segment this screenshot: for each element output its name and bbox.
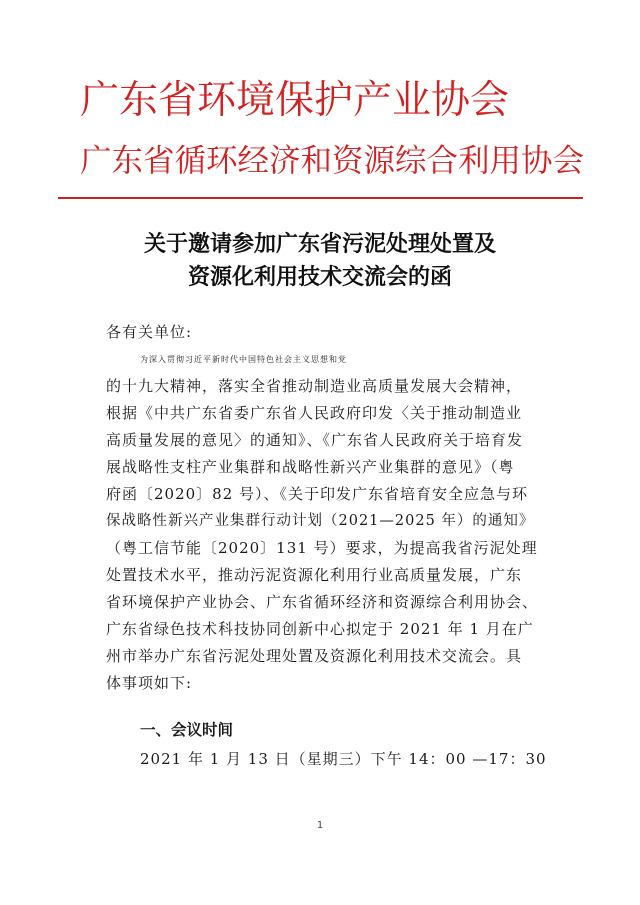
body-line: 为深入贯彻习近平新时代中国特色社会主义思想和党 <box>140 355 347 364</box>
section-heading-meeting-time: 一、会议时间 <box>140 721 234 739</box>
body-line: 根据《中共广东省委广东省人民政府印发〈关于推动制造业 <box>106 404 523 422</box>
body-line: 省环境保护产业协会、广东省循环经济和资源综合利用协会、 <box>106 593 539 611</box>
body-line: 州市举办广东省污泥处理处置及资源化利用技术交流会。具 <box>106 647 523 665</box>
page-number: 1 <box>316 820 324 831</box>
letterhead-divider <box>58 197 583 199</box>
document-title-line-2: 资源化利用技术交流会的函 <box>187 265 452 290</box>
body-line: 的十九大精神，落实全省推动制造业高质量发展大会精神， <box>106 377 523 395</box>
body-line: 高质量发展的意见〉的通知》、《广东省人民政府关于培育发 <box>106 431 524 449</box>
body-line: 处置技术水平，推动污泥资源化利用行业高质量发展，广东 <box>106 566 523 584</box>
meeting-time-text: 2021 年 1 月 13 日（星期三）下午 14：00 —17：30 <box>140 750 547 768</box>
body-line: 展战略性支柱产业集群和战略性新兴产业集群的意见》（粤 <box>106 458 515 476</box>
body-line: 府函〔2020〕82 号）、《关于印发广东省培育安全应急与环 <box>106 485 529 503</box>
letterhead-org-2: 广东省循环经济和资源综合利用协会 <box>80 143 585 179</box>
document-title-line-1: 关于邀请参加广东省污泥处理处置及 <box>143 232 496 257</box>
body-line: 体事项如下: <box>106 674 193 692</box>
body-line: 广东省绿色技术科技协同创新中心拟定于 2021 年 1 月在广 <box>106 620 534 638</box>
letterhead-org-1: 广东省环境保护产业协会 <box>80 78 510 123</box>
body-line: 保战略性新兴产业集群行动计划（2021—2025 年）的通知》 <box>106 513 535 529</box>
salutation: 各有关单位: <box>106 323 193 341</box>
body-line: （粤工信节能〔2020〕131 号）要求，为提高我省污泥处理 <box>106 539 538 557</box>
